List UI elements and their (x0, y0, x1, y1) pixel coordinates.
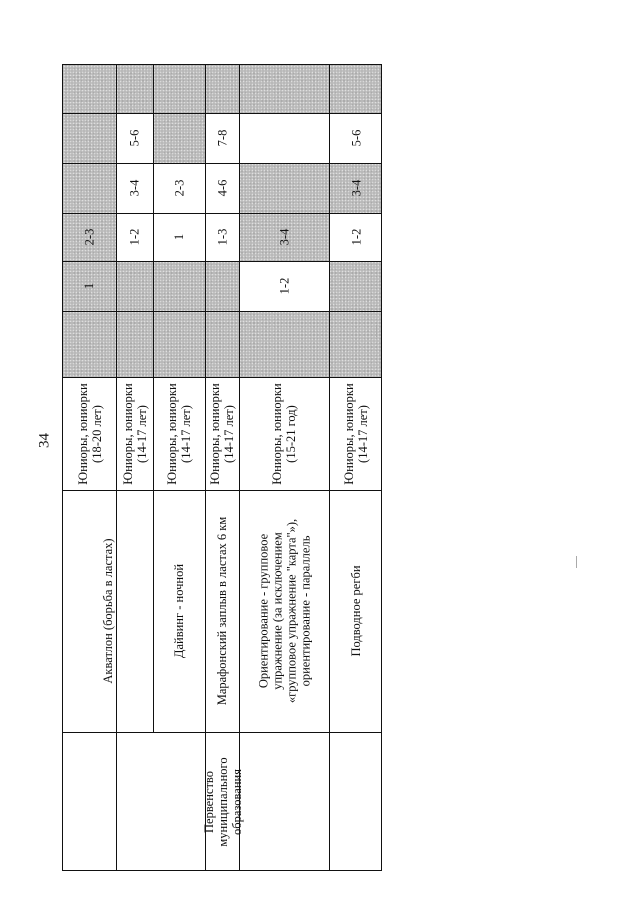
shaded-cell (116, 261, 153, 311)
shaded-cell (239, 65, 329, 113)
group-label: Первенство муниципального образования (202, 757, 244, 847)
discipline-cell (205, 490, 239, 732)
age-group-label: Юниоры, юниорки (14-17 лет) (165, 382, 193, 485)
age-group-cell (116, 377, 153, 490)
value-cell: 3-4 (127, 179, 142, 197)
discipline-label: Марафонский заплыв в ластах 6 км (215, 516, 229, 706)
value-cell: 3-4 (348, 179, 363, 197)
shaded-cell (153, 261, 205, 311)
age-group-cell (63, 377, 116, 490)
value-cell: 2-3 (82, 228, 97, 246)
shaded-cell (153, 65, 205, 113)
age-group-label: Юниоры, юниорки (15-21 год) (270, 382, 298, 485)
shaded-cell (153, 113, 205, 163)
shaded-cell (63, 113, 116, 163)
discipline-label: Подводное регби (349, 565, 363, 657)
discipline-cell (153, 490, 205, 732)
discipline-cell (239, 490, 329, 732)
page-number: 34 (36, 433, 53, 448)
shaded-cell (116, 65, 153, 113)
value-cell: 7-8 (214, 129, 229, 147)
value-cell: 1-2 (127, 228, 142, 246)
value-cell: 4-6 (214, 179, 229, 197)
value-cell: 2-3 (171, 179, 186, 197)
discipline-cell (329, 490, 382, 732)
age-group-label: Юниоры, юниорки (18-20 лет) (75, 382, 104, 485)
age-group-label: Юниоры, юниорки (14-17 лет) (208, 382, 236, 485)
shaded-cell (63, 65, 116, 113)
value-cell: 1 (82, 282, 97, 290)
age-group-cell (239, 377, 329, 490)
shaded-cell (63, 311, 116, 377)
scan-mark (576, 556, 577, 568)
discipline-label: Ориентирование - групповое упражнение (за исключением «групповое упражнение "карта"»), ориентирование - параллель (256, 518, 312, 704)
discipline-cell (63, 490, 153, 732)
shaded-cell (329, 311, 382, 377)
discipline-label: Акватлон (борьба в ластах) (101, 538, 115, 684)
shaded-cell (116, 311, 153, 377)
shaded-cell (239, 311, 329, 377)
age-group-label: Юниоры, юниорки (14-17 лет) (342, 382, 370, 485)
shaded-cell (153, 311, 205, 377)
value-cell: 5-6 (127, 129, 142, 147)
value-cell: 1-2 (276, 277, 291, 295)
age-group-cell (329, 377, 382, 490)
value-cell: 3-4 (276, 228, 291, 246)
shaded-cell (205, 311, 239, 377)
value-cell: 1-3 (214, 228, 229, 246)
shaded-cell (63, 163, 116, 213)
shaded-cell (329, 65, 382, 113)
shaded-cell (205, 261, 239, 311)
value-cell: 5-6 (348, 129, 363, 147)
group-label-cell (63, 732, 382, 871)
age-group-label: Юниоры, юниорки (14-17 лет) (120, 382, 149, 485)
value-cell: 1 (172, 233, 186, 241)
shaded-cell (239, 163, 329, 213)
age-group-cell (205, 377, 239, 490)
shaded-cell (205, 65, 239, 113)
document-table (62, 64, 382, 871)
shaded-cell (329, 261, 382, 311)
discipline-label: Дайвинг - ночной (172, 563, 186, 659)
value-cell: 1-2 (348, 228, 363, 246)
age-group-cell (153, 377, 205, 490)
